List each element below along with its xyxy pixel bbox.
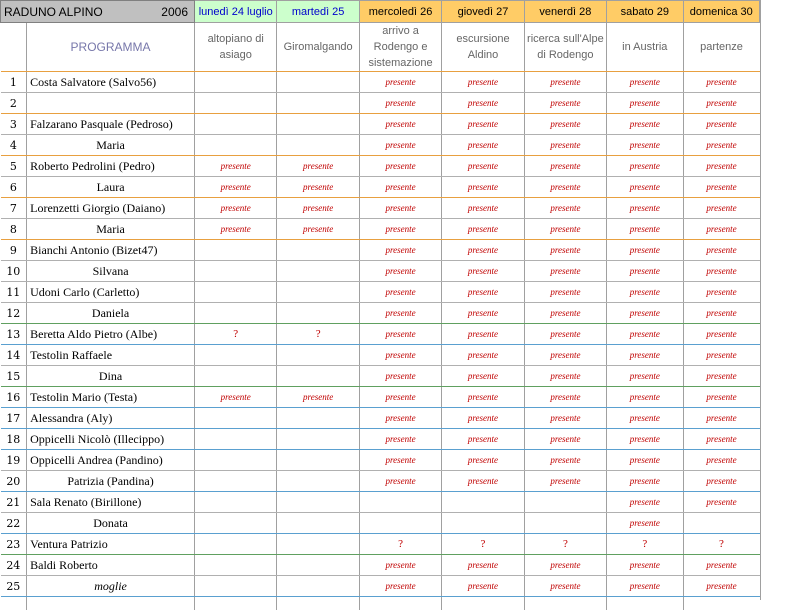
participant-name[interactable]: Silvana <box>27 261 195 282</box>
attendance-cell[interactable]: presente <box>683 555 760 576</box>
attendance-cell[interactable]: presente <box>524 429 606 450</box>
attendance-cell[interactable]: presente <box>442 219 524 240</box>
participant-row <box>1 408 760 429</box>
participant-row <box>1 177 760 198</box>
attendance-cell[interactable] <box>195 534 277 555</box>
attendance-cell[interactable]: presente <box>524 387 606 408</box>
participant-row <box>1 303 760 324</box>
attendance-cell[interactable]: presente <box>359 387 441 408</box>
participant-row <box>1 471 760 492</box>
attendance-cell[interactable]: presente <box>524 366 606 387</box>
attendance-cell[interactable]: presente <box>524 555 606 576</box>
attendance-cell[interactable] <box>277 240 359 261</box>
activity-cell[interactable]: Giromalgando <box>277 23 359 72</box>
row-number: 25 <box>1 576 27 597</box>
attendance-cell[interactable]: presente <box>442 387 524 408</box>
participant-name[interactable]: Ventura Patrizio <box>27 534 195 555</box>
attendance-cell[interactable] <box>195 135 277 156</box>
attendance-cell[interactable]: presente <box>607 303 683 324</box>
attendance-cell[interactable] <box>195 345 277 366</box>
attendance-cell[interactable]: presente <box>359 219 441 240</box>
attendance-cell[interactable]: presente <box>683 240 760 261</box>
row-number: 21 <box>1 492 27 513</box>
attendance-cell[interactable] <box>277 576 359 597</box>
participant-row <box>1 135 760 156</box>
attendance-cell[interactable]: presente <box>683 219 760 240</box>
attendance-cell[interactable]: presente <box>524 72 606 93</box>
empty-cell[interactable] <box>277 597 359 610</box>
event-title-cell[interactable] <box>1 1 195 23</box>
row-number: 17 <box>1 408 27 429</box>
program-row <box>1 23 760 72</box>
attendance-cell[interactable]: presente <box>277 198 359 219</box>
attendance-cell[interactable]: presente <box>683 471 760 492</box>
attendance-cell[interactable] <box>277 72 359 93</box>
attendance-cell[interactable]: presente <box>607 219 683 240</box>
attendance-cell[interactable]: presente <box>359 408 441 429</box>
row-number: 13 <box>1 324 27 345</box>
attendance-cell[interactable]: presente <box>683 492 760 513</box>
attendance-cell[interactable]: presente <box>195 387 277 408</box>
attendance-cell[interactable]: presente <box>442 576 524 597</box>
attendance-cell[interactable] <box>277 471 359 492</box>
attendance-cell[interactable]: presente <box>683 303 760 324</box>
attendance-cell[interactable]: presente <box>442 429 524 450</box>
activity-cell[interactable]: escursione Aldino <box>442 23 524 72</box>
attendance-cell[interactable]: presente <box>607 156 683 177</box>
attendance-cell[interactable]: presente <box>524 198 606 219</box>
attendance-cell[interactable]: presente <box>683 324 760 345</box>
row-number: 18 <box>1 429 27 450</box>
attendance-cell[interactable]: presente <box>359 240 441 261</box>
event-year: 2006 <box>161 5 194 19</box>
attendance-cell[interactable]: presente <box>277 156 359 177</box>
attendance-cell[interactable]: presente <box>277 177 359 198</box>
attendance-cell[interactable]: presente <box>359 114 441 135</box>
attendance-cell[interactable]: presente <box>683 114 760 135</box>
attendance-cell[interactable]: ? <box>607 534 683 555</box>
participant-name[interactable]: Testolin Mario (Testa) <box>27 387 195 408</box>
attendance-cell[interactable]: presente <box>683 345 760 366</box>
attendance-cell[interactable]: presente <box>607 429 683 450</box>
attendance-cell[interactable]: presente <box>607 72 683 93</box>
participant-name[interactable]: Maria <box>27 135 195 156</box>
attendance-cell[interactable]: presente <box>442 555 524 576</box>
empty-cell[interactable] <box>607 597 683 610</box>
sheet-right-edge <box>760 0 761 600</box>
empty-cell[interactable] <box>683 597 760 610</box>
empty-row <box>1 597 760 610</box>
participant-row <box>1 534 760 555</box>
participant-name[interactable]: Oppicelli Nicolò (Illecippo) <box>27 429 195 450</box>
attendance-cell[interactable] <box>195 114 277 135</box>
participant-row <box>1 282 760 303</box>
attendance-cell[interactable]: presente <box>683 72 760 93</box>
participant-row <box>1 219 760 240</box>
attendance-cell[interactable]: presente <box>683 429 760 450</box>
attendance-cell[interactable]: presente <box>607 513 683 534</box>
attendance-cell[interactable] <box>195 303 277 324</box>
attendance-cell[interactable]: presente <box>277 387 359 408</box>
attendance-cell[interactable]: presente <box>607 93 683 114</box>
participant-row <box>1 366 760 387</box>
participant-row <box>1 198 760 219</box>
attendance-cell[interactable]: presente <box>442 135 524 156</box>
attendance-cell[interactable]: presente <box>359 471 441 492</box>
attendance-cell[interactable] <box>195 429 277 450</box>
participant-name[interactable]: Oppicelli Andrea (Pandino) <box>27 450 195 471</box>
attendance-cell[interactable] <box>277 555 359 576</box>
attendance-cell[interactable]: presente <box>442 156 524 177</box>
participant-row <box>1 114 760 135</box>
attendance-cell[interactable] <box>277 261 359 282</box>
participant-name[interactable]: Alessandra (Aly) <box>27 408 195 429</box>
attendance-cell[interactable]: presente <box>359 72 441 93</box>
participant-name[interactable]: Daniela <box>27 303 195 324</box>
participant-row <box>1 450 760 471</box>
attendance-cell[interactable] <box>195 513 277 534</box>
row-number-blank <box>1 23 27 72</box>
attendance-cell[interactable]: presente <box>524 261 606 282</box>
attendance-cell[interactable] <box>195 261 277 282</box>
attendance-cell[interactable]: presente <box>607 114 683 135</box>
attendance-cell[interactable]: presente <box>442 366 524 387</box>
attendance-cell[interactable] <box>277 429 359 450</box>
activity-cell[interactable]: ricerca sull'Alpe di Rodengo <box>524 23 606 72</box>
attendance-cell[interactable]: presente <box>359 156 441 177</box>
attendance-cell[interactable] <box>195 492 277 513</box>
participant-name[interactable]: Donata <box>27 513 195 534</box>
attendance-cell[interactable]: presente <box>683 366 760 387</box>
attendance-cell[interactable]: presente <box>359 261 441 282</box>
attendance-cell[interactable]: presente <box>607 282 683 303</box>
attendance-cell[interactable]: presente <box>359 93 441 114</box>
attendance-cell[interactable] <box>277 534 359 555</box>
attendance-cell[interactable]: presente <box>524 156 606 177</box>
participant-name[interactable]: Costa Salvatore (Salvo56) <box>27 72 195 93</box>
attendance-cell[interactable] <box>359 492 441 513</box>
attendance-cell[interactable]: presente <box>442 240 524 261</box>
row-number: 3 <box>1 114 27 135</box>
attendance-cell[interactable]: presente <box>442 114 524 135</box>
participant-row <box>1 72 760 93</box>
attendance-cell[interactable]: presente <box>442 471 524 492</box>
participant-row <box>1 492 760 513</box>
empty-cell[interactable] <box>359 597 441 610</box>
attendance-cell[interactable]: presente <box>683 177 760 198</box>
attendance-cell[interactable]: presente <box>442 198 524 219</box>
participant-name[interactable]: Lorenzetti Giorgio (Daiano) <box>27 198 195 219</box>
attendance-cell[interactable]: presente <box>195 219 277 240</box>
participant-row <box>1 513 760 534</box>
attendance-cell[interactable]: presente <box>607 408 683 429</box>
row-number: 4 <box>1 135 27 156</box>
attendance-cell[interactable]: presente <box>683 135 760 156</box>
activity-cell[interactable]: partenze <box>683 23 760 72</box>
row-number: 11 <box>1 282 27 303</box>
attendance-cell[interactable]: presente <box>607 261 683 282</box>
participant-row <box>1 93 760 114</box>
attendance-cell[interactable]: presente <box>683 93 760 114</box>
attendance-cell[interactable]: presente <box>607 366 683 387</box>
header-row <box>1 1 760 23</box>
attendance-cell[interactable]: presente <box>524 93 606 114</box>
attendance-cell[interactable] <box>195 366 277 387</box>
participant-row <box>1 387 760 408</box>
attendance-cell[interactable] <box>442 513 524 534</box>
attendance-cell[interactable]: presente <box>359 303 441 324</box>
attendance-cell[interactable]: presente <box>442 408 524 429</box>
day-header[interactable]: venerdì 28 <box>524 1 606 23</box>
row-number: 16 <box>1 387 27 408</box>
participant-name[interactable]: Falzarano Pasquale (Pedroso) <box>27 114 195 135</box>
activity-cell[interactable]: arrivo a Rodengo e sistemazione <box>359 23 441 72</box>
participant-name[interactable]: Beretta Aldo Pietro (Albe) <box>27 324 195 345</box>
attendance-cell[interactable]: ? <box>524 534 606 555</box>
row-number: 10 <box>1 261 27 282</box>
attendance-cell[interactable]: presente <box>277 219 359 240</box>
attendance-cell[interactable]: presente <box>195 156 277 177</box>
attendance-cell[interactable]: presente <box>607 576 683 597</box>
attendance-cell[interactable]: presente <box>524 219 606 240</box>
empty-cell[interactable] <box>1 597 27 610</box>
attendance-cell[interactable] <box>195 576 277 597</box>
attendance-cell[interactable]: presente <box>442 72 524 93</box>
attendance-cell[interactable] <box>277 366 359 387</box>
attendance-cell[interactable]: presente <box>607 471 683 492</box>
row-number: 5 <box>1 156 27 177</box>
attendance-cell[interactable]: presente <box>683 408 760 429</box>
day-header[interactable]: martedì 25 <box>277 1 359 23</box>
attendance-cell[interactable]: presente <box>359 198 441 219</box>
row-number: 20 <box>1 471 27 492</box>
attendance-cell[interactable] <box>195 93 277 114</box>
attendance-cell[interactable]: presente <box>442 282 524 303</box>
row-number: 9 <box>1 240 27 261</box>
attendance-cell[interactable]: presente <box>524 576 606 597</box>
attendance-cell[interactable]: presente <box>442 261 524 282</box>
participant-name[interactable]: Laura <box>27 177 195 198</box>
attendance-cell[interactable]: presente <box>524 345 606 366</box>
attendance-cell[interactable]: presente <box>195 177 277 198</box>
attendance-cell[interactable] <box>277 345 359 366</box>
participant-name[interactable] <box>27 93 195 114</box>
day-header[interactable]: lunedì 24 luglio <box>195 1 277 23</box>
row-number: 6 <box>1 177 27 198</box>
row-number: 8 <box>1 219 27 240</box>
participant-row <box>1 576 760 597</box>
row-number: 22 <box>1 513 27 534</box>
row-number: 14 <box>1 345 27 366</box>
row-number: 24 <box>1 555 27 576</box>
day-header[interactable]: domenica 30 <box>683 1 760 23</box>
program-label[interactable]: PROGRAMMA <box>27 23 195 72</box>
attendance-cell[interactable]: presente <box>683 282 760 303</box>
row-number: 23 <box>1 534 27 555</box>
participant-name[interactable]: Sala Renato (Birillone) <box>27 492 195 513</box>
attendance-cell[interactable]: presente <box>442 324 524 345</box>
attendance-cell[interactable]: presente <box>359 324 441 345</box>
attendance-cell[interactable]: presente <box>524 135 606 156</box>
attendance-cell[interactable] <box>195 408 277 429</box>
attendance-cell[interactable]: presente <box>195 198 277 219</box>
attendance-cell[interactable]: presente <box>442 345 524 366</box>
participant-row <box>1 156 760 177</box>
attendance-cell[interactable]: presente <box>359 429 441 450</box>
attendance-cell[interactable]: presente <box>607 198 683 219</box>
attendance-cell[interactable]: ? <box>195 324 277 345</box>
activity-cell[interactable]: in Austria <box>607 23 683 72</box>
attendance-cell[interactable] <box>277 492 359 513</box>
participant-name[interactable]: moglie <box>27 576 195 597</box>
attendance-cell[interactable] <box>277 513 359 534</box>
participant-name[interactable]: Roberto Pedrolini (Pedro) <box>27 156 195 177</box>
attendance-cell[interactable]: presente <box>359 135 441 156</box>
participant-name[interactable]: Testolin Raffaele <box>27 345 195 366</box>
attendance-cell[interactable]: ? <box>683 534 760 555</box>
attendance-cell[interactable]: presente <box>607 177 683 198</box>
attendance-cell[interactable] <box>524 513 606 534</box>
participant-name[interactable]: Dina <box>27 366 195 387</box>
participant-row <box>1 324 760 345</box>
attendance-cell[interactable]: presente <box>442 177 524 198</box>
day-header[interactable]: giovedì 27 <box>442 1 524 23</box>
attendance-cell[interactable]: presente <box>683 576 760 597</box>
attendance-cell[interactable]: presente <box>442 450 524 471</box>
participant-name[interactable]: Udoni Carlo (Carletto) <box>27 282 195 303</box>
row-number: 1 <box>1 72 27 93</box>
attendance-cell[interactable] <box>524 492 606 513</box>
attendance-cell[interactable]: presente <box>442 93 524 114</box>
attendance-cell[interactable]: presente <box>524 177 606 198</box>
attendance-cell[interactable]: presente <box>683 387 760 408</box>
attendance-cell[interactable] <box>277 450 359 471</box>
attendance-cell[interactable] <box>277 303 359 324</box>
attendance-cell[interactable]: presente <box>683 198 760 219</box>
attendance-cell[interactable]: presente <box>359 282 441 303</box>
attendance-cell[interactable]: ? <box>277 324 359 345</box>
attendance-cell[interactable] <box>277 135 359 156</box>
participant-row <box>1 240 760 261</box>
attendance-cell[interactable]: presente <box>524 324 606 345</box>
attendance-cell[interactable]: presente <box>607 555 683 576</box>
attendance-cell[interactable]: presente <box>607 135 683 156</box>
attendance-cell[interactable]: ? <box>442 534 524 555</box>
attendance-cell[interactable] <box>683 513 760 534</box>
attendance-cell[interactable]: presente <box>607 387 683 408</box>
activity-cell[interactable]: altopiano di asiago <box>195 23 277 72</box>
attendance-cell[interactable] <box>195 450 277 471</box>
row-number: 7 <box>1 198 27 219</box>
row-number: 2 <box>1 93 27 114</box>
attendance-cell[interactable]: presente <box>607 240 683 261</box>
row-number: 19 <box>1 450 27 471</box>
empty-cell[interactable] <box>195 597 277 610</box>
empty-cell[interactable] <box>524 597 606 610</box>
attendance-cell[interactable] <box>195 555 277 576</box>
attendance-cell[interactable]: ? <box>359 534 441 555</box>
attendance-cell[interactable]: presente <box>359 450 441 471</box>
attendance-cell[interactable] <box>277 93 359 114</box>
attendance-cell[interactable]: presente <box>607 324 683 345</box>
attendance-cell[interactable] <box>442 492 524 513</box>
attendance-cell[interactable] <box>195 282 277 303</box>
attendance-cell[interactable] <box>359 513 441 534</box>
attendance-cell[interactable]: presente <box>524 282 606 303</box>
attendance-cell[interactable]: presente <box>683 156 760 177</box>
attendance-cell[interactable] <box>195 471 277 492</box>
row-number: 15 <box>1 366 27 387</box>
participant-name[interactable]: Maria <box>27 219 195 240</box>
attendance-cell[interactable] <box>277 408 359 429</box>
attendance-cell[interactable] <box>277 282 359 303</box>
attendance-cell[interactable]: presente <box>524 408 606 429</box>
attendance-cell[interactable] <box>277 114 359 135</box>
participant-name[interactable]: Patrizia (Pandina) <box>27 471 195 492</box>
attendance-cell[interactable]: presente <box>359 345 441 366</box>
participant-name[interactable]: Bianchi Antonio (Bizet47) <box>27 240 195 261</box>
attendance-cell[interactable]: presente <box>607 450 683 471</box>
attendance-cell[interactable]: presente <box>524 240 606 261</box>
attendance-cell[interactable]: presente <box>524 450 606 471</box>
attendance-cell[interactable]: presente <box>359 576 441 597</box>
empty-cell[interactable] <box>442 597 524 610</box>
attendance-cell[interactable]: presente <box>359 366 441 387</box>
day-header[interactable]: mercoledì 26 <box>359 1 441 23</box>
participant-row <box>1 429 760 450</box>
participant-name[interactable]: Baldi Roberto <box>27 555 195 576</box>
attendance-cell[interactable] <box>195 72 277 93</box>
attendance-cell[interactable] <box>195 240 277 261</box>
attendance-cell[interactable]: presente <box>524 303 606 324</box>
event-title: RADUNO ALPINO <box>1 5 103 19</box>
attendance-cell[interactable]: presente <box>607 345 683 366</box>
participant-row <box>1 555 760 576</box>
attendance-cell[interactable]: presente <box>524 471 606 492</box>
empty-cell[interactable] <box>27 597 195 610</box>
row-number: 12 <box>1 303 27 324</box>
participant-row <box>1 261 760 282</box>
attendance-cell[interactable]: presente <box>359 555 441 576</box>
attendance-cell[interactable]: presente <box>607 492 683 513</box>
participant-row <box>1 345 760 366</box>
attendance-cell[interactable]: presente <box>359 177 441 198</box>
attendance-cell[interactable]: presente <box>442 303 524 324</box>
attendance-cell[interactable]: presente <box>683 450 760 471</box>
day-header[interactable]: sabato 29 <box>607 1 683 23</box>
attendance-cell[interactable]: presente <box>524 114 606 135</box>
attendance-cell[interactable]: presente <box>683 261 760 282</box>
